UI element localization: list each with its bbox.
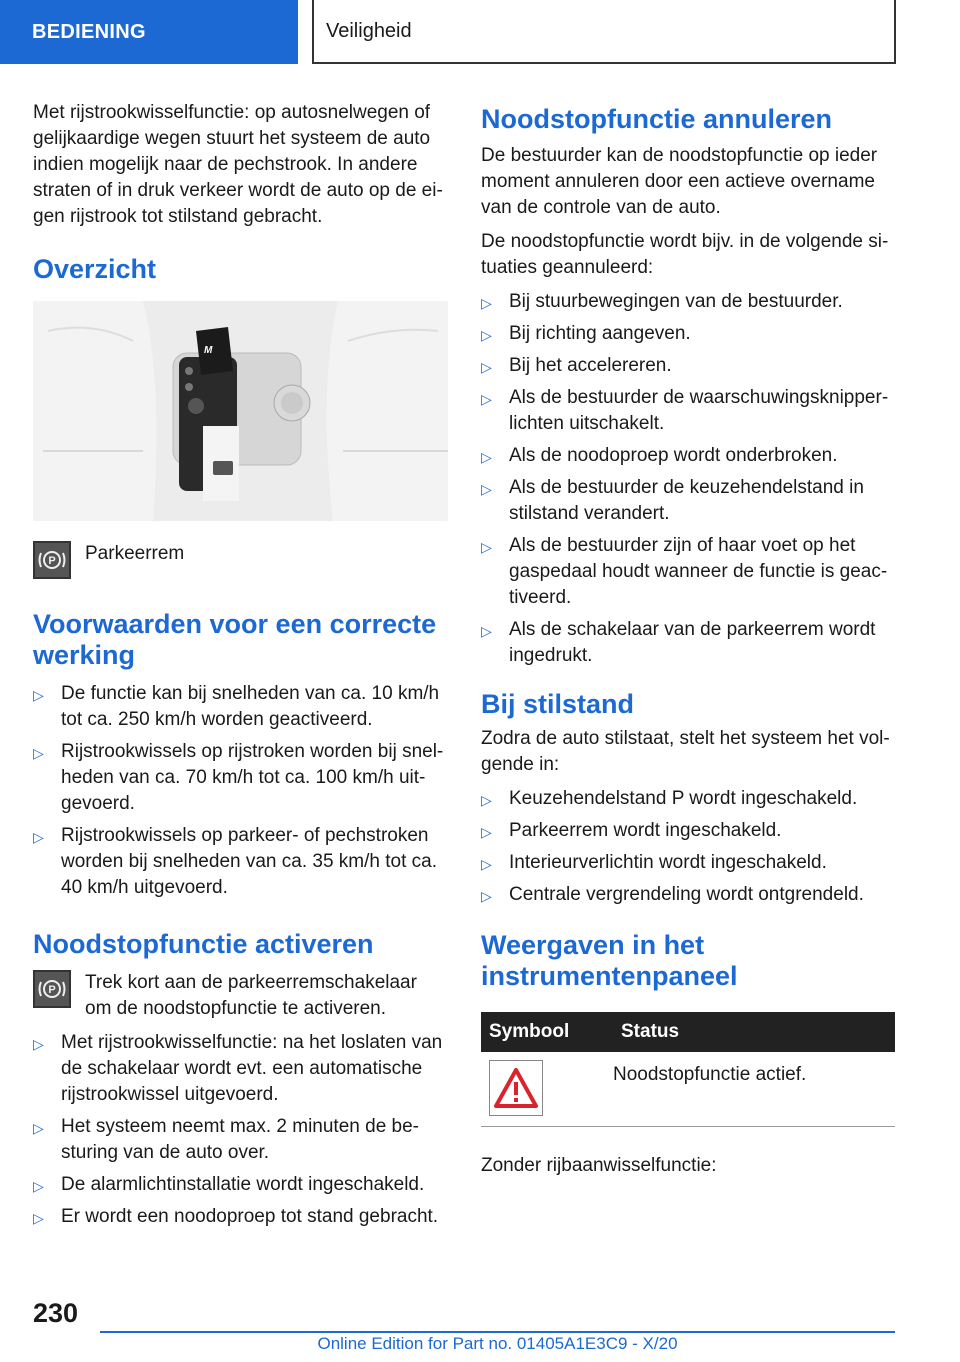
list-item: ▷ Met rijstrookwisselfunctie: na het loslaten van de schakelaar wordt evt. een automatische rijstrookwissel uitgevoerd. — [33, 1032, 443, 1105]
triangle-right-icon: ▷ — [481, 824, 492, 840]
triangle-right-icon: ▷ — [33, 1120, 44, 1136]
page-number: 230 — [33, 1298, 79, 1328]
triangle-right-icon: ▷ — [481, 792, 492, 808]
parking-brake-icon — [33, 970, 71, 1008]
activate-heading: Noodstopfunctie activeren — [33, 929, 374, 959]
display-heading: Weergaven in het instrumentenpaneel — [481, 930, 738, 991]
section-label: Veiligheid — [326, 19, 412, 42]
list-item: ▷ Interieurverlichtin wordt ingeschakeld. — [481, 850, 895, 876]
activate-row — [33, 970, 448, 1022]
conditions-heading: Voorwaarden voor een correcte werking — [33, 609, 437, 670]
standstill-list — [481, 786, 895, 908]
warning-triangle-icon — [489, 1060, 543, 1116]
triangle-right-icon: ▷ — [33, 829, 44, 845]
parking-brake-icon — [33, 541, 71, 579]
edition-text: Online Edition for Part no. 01405A1E3C9 - X/20 — [317, 1334, 678, 1353]
parkeerrem-row — [33, 541, 448, 579]
svg-text:M: M — [204, 345, 213, 356]
list-item: ▷ Bij het accelereren. — [481, 353, 895, 379]
triangle-right-icon: ▷ — [481, 481, 492, 497]
table-header-symbol: Symbool — [481, 1012, 613, 1052]
triangle-right-icon: ▷ — [481, 327, 492, 343]
cancel-list — [481, 289, 895, 669]
triangle-right-icon: ▷ — [33, 1210, 44, 1226]
list-item: ▷ Als de bestuurder de waarschuwingsknipper-lichten uitschakelt. — [481, 387, 889, 434]
standstill-heading: Bij stilstand — [481, 689, 635, 719]
list-item: ▷ Het systeem neemt max. 2 minuten de be-sturing van de auto over. — [33, 1116, 419, 1163]
list-item: ▷ Als de bestuurder zijn of haar voet op het gaspedaal houdt wanneer de functie is geac-tiveerd. — [481, 535, 888, 608]
svg-text:P: P — [48, 555, 56, 567]
list-item: ▷ Rijstrookwissels op rijstroken worden bij snel-heden van ca. 70 km/h tot ca. 100 km/h uit-gevoerd. — [33, 741, 444, 814]
triangle-right-icon: ▷ — [481, 359, 492, 375]
activate-list — [33, 1030, 448, 1230]
left-column — [33, 100, 448, 1236]
triangle-right-icon: ▷ — [481, 295, 492, 311]
triangle-right-icon: ▷ — [33, 1178, 44, 1194]
symbol-table — [481, 1012, 895, 1127]
cancel-heading: Noodstopfunctie annuleren — [481, 104, 832, 134]
conditions-list — [33, 681, 448, 901]
triangle-right-icon: ▷ — [481, 856, 492, 872]
list-item: ▷ Rijstrookwissels op parkeer- of pechstroken worden bij snelheden van ca. 35 km/h tot ca. 40 km/h uitgevoerd. — [33, 825, 438, 898]
section-header — [312, 0, 896, 64]
center-console-illustration — [33, 301, 448, 521]
triangle-right-icon: ▷ — [481, 539, 492, 555]
list-item: ▷ De alarmlichtinstallatie wordt ingeschakeld. — [33, 1172, 448, 1198]
table-cell-status: Noodstopfunctie actief. — [613, 1064, 807, 1085]
without-text: Zonder rijbaanwisselfunctie: — [481, 1154, 717, 1176]
list-item: ▷ Als de schakelaar van de parkeerrem wordt ingedrukt. — [481, 619, 876, 666]
triangle-right-icon: ▷ — [481, 449, 492, 465]
list-item: ▷ Keuzehendelstand P wordt ingeschakeld. — [481, 786, 895, 812]
intro-paragraph: Met rijstrookwisselfunctie: op autosnelwegen of gelijkaardige wegen stuurt het systeem de auto indien mogelijk naar de pechstrook. In andere straten of in druk verkeer wordt de auto op de ei-gen rijstrook tot stilstand gebracht. — [33, 102, 443, 227]
cancel-paragraph-1: De bestuurder kan de noodstopfunctie op ieder moment annuleren door een actieve overname van de controle van de auto. — [481, 145, 878, 218]
cancel-paragraph-2: De noodstopfunctie wordt bijv. in de volgende si-tuaties geannuleerd: — [481, 231, 889, 278]
triangle-right-icon: ▷ — [33, 745, 44, 761]
triangle-right-icon: ▷ — [33, 1036, 44, 1052]
right-column — [481, 100, 895, 1187]
list-item: ▷ Parkeerrem wordt ingeschakeld. — [481, 818, 895, 844]
chapter-tab — [0, 0, 298, 64]
console-photo — [33, 301, 448, 521]
svg-text:P: P — [48, 984, 56, 996]
standstill-paragraph: Zodra de auto stilstaat, stelt het systeem het vol-gende in: — [481, 728, 890, 775]
triangle-right-icon: ▷ — [481, 391, 492, 407]
overview-heading: Overzicht — [33, 254, 157, 284]
list-item: ▷ Bij stuurbewegingen van de bestuurder. — [481, 289, 895, 315]
triangle-right-icon: ▷ — [481, 888, 492, 904]
list-item: ▷ Als de noodoproep wordt onderbroken. — [481, 443, 895, 469]
list-item: ▷ Er wordt een noodoproep tot stand gebracht. — [33, 1204, 448, 1230]
list-item: ▷ Centrale vergrendeling wordt ontgrendeld. — [481, 882, 895, 908]
chapter-label: BEDIENING — [32, 20, 146, 43]
parkeerrem-label: Parkeerrem — [85, 543, 185, 564]
activate-text: Trek kort aan de parkeerremschakelaar om de noodstopfunctie te activeren. — [85, 972, 417, 1019]
list-item: ▷ Als de bestuurder de keuzehendelstand in stilstand verandert. — [481, 477, 864, 524]
table-header-status: Status — [613, 1012, 895, 1052]
list-item: ▷ De functie kan bij snelheden van ca. 10 km/h tot ca. 250 km/h worden geactiveerd. — [33, 683, 440, 730]
list-item: ▷ Bij richting aangeven. — [481, 321, 895, 347]
table-row — [481, 1052, 895, 1126]
triangle-right-icon: ▷ — [481, 623, 492, 639]
triangle-right-icon: ▷ — [33, 687, 44, 703]
footer-divider — [100, 1331, 895, 1333]
